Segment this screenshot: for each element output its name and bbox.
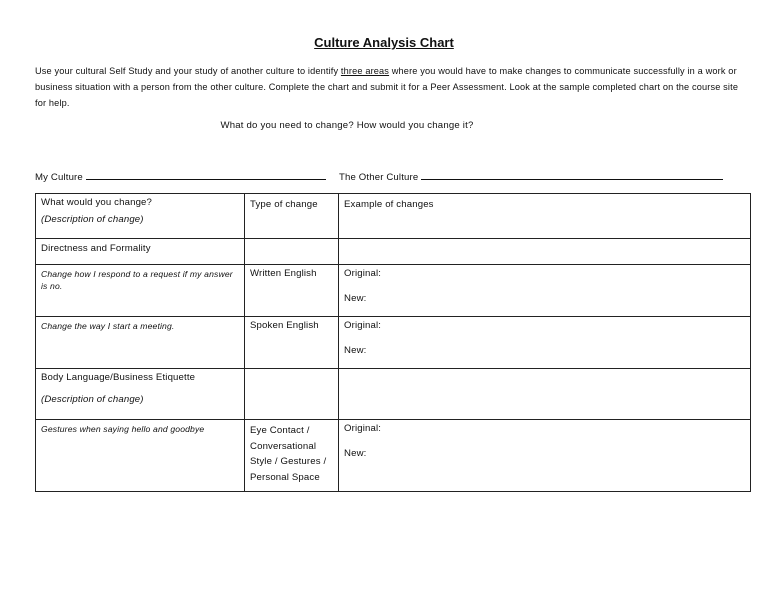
table-row bbox=[36, 420, 751, 492]
culture-analysis-table bbox=[35, 193, 751, 492]
row2-original-label: Original: bbox=[344, 320, 382, 331]
row1-example-cell[interactable] bbox=[339, 265, 751, 317]
row2-type-cell: Spoken English bbox=[245, 317, 339, 369]
row1-change-cell: Change how I respond to a request if my answer is no. bbox=[36, 265, 245, 317]
header-cell-change bbox=[36, 194, 245, 239]
row3-type-line: Eye Contact / bbox=[250, 425, 310, 436]
section-directness-label: Directness and Formality bbox=[36, 239, 245, 265]
row3-change-cell: Gestures when saying hello and goodbye bbox=[36, 420, 245, 492]
row2-change-cell: Change the way I start a meeting. bbox=[36, 317, 245, 369]
page-title: Culture Analysis Chart bbox=[314, 35, 454, 50]
row3-type-line: Style / Gestures / bbox=[250, 456, 327, 467]
instructions-paragraph bbox=[35, 63, 740, 111]
instructions-text-1: Use your cultural Self Study and your study of another culture to identify bbox=[35, 66, 341, 76]
row3-type-cell bbox=[245, 420, 339, 492]
my-culture-line bbox=[35, 170, 326, 183]
section-row-directness bbox=[36, 239, 751, 265]
header-change-title: What would you change? bbox=[41, 197, 153, 208]
row3-type-line: Conversational bbox=[250, 440, 317, 452]
section-body-language-subtitle: (Description of change) bbox=[41, 394, 144, 405]
row3-type-line: Personal Space bbox=[250, 471, 320, 483]
instructions-highlight: three areas bbox=[340, 66, 390, 76]
section-directness-type-cell[interactable] bbox=[245, 239, 339, 265]
header-cell-type: Type of change bbox=[245, 194, 339, 239]
row3-new-label: New: bbox=[344, 448, 367, 459]
table-header-row bbox=[36, 194, 751, 239]
section-body-language-type-cell[interactable] bbox=[245, 369, 339, 420]
row1-original-label: Original: bbox=[344, 268, 382, 279]
other-culture-blank[interactable] bbox=[421, 170, 723, 180]
section-body-language-cell bbox=[36, 369, 245, 420]
section-directness-example-cell[interactable] bbox=[339, 239, 751, 265]
row2-example-cell[interactable] bbox=[339, 317, 751, 369]
my-culture-label: My Culture bbox=[35, 172, 83, 183]
section-row-body-language bbox=[36, 369, 751, 420]
header-change-subtitle: (Description of change) bbox=[41, 214, 144, 225]
header-cell-example: Example of changes bbox=[339, 194, 751, 239]
row2-new-label: New: bbox=[344, 345, 367, 356]
table-row bbox=[36, 317, 751, 369]
section-body-language-title: Body Language/Business Etiquette bbox=[41, 372, 196, 383]
row3-example-cell[interactable] bbox=[339, 420, 751, 492]
section-body-language-example-cell[interactable] bbox=[339, 369, 751, 420]
row1-type-cell: Written English bbox=[245, 265, 339, 317]
my-culture-blank[interactable] bbox=[86, 170, 326, 180]
other-culture-label: The Other Culture bbox=[339, 172, 419, 183]
row3-original-label: Original: bbox=[344, 423, 382, 434]
other-culture-line bbox=[339, 170, 723, 183]
table-row bbox=[36, 265, 751, 317]
instructions-text-2: where you would have to make changes to communicate successfully in a work or business situation with a person from the other culture. Complete the chart and submit it for a Peer Assessment. Look at the sample completed chart on the course site for help. bbox=[35, 66, 739, 108]
row1-new-label: New: bbox=[344, 293, 367, 304]
guiding-question: What do you need to change? How would you change it? bbox=[220, 120, 474, 131]
